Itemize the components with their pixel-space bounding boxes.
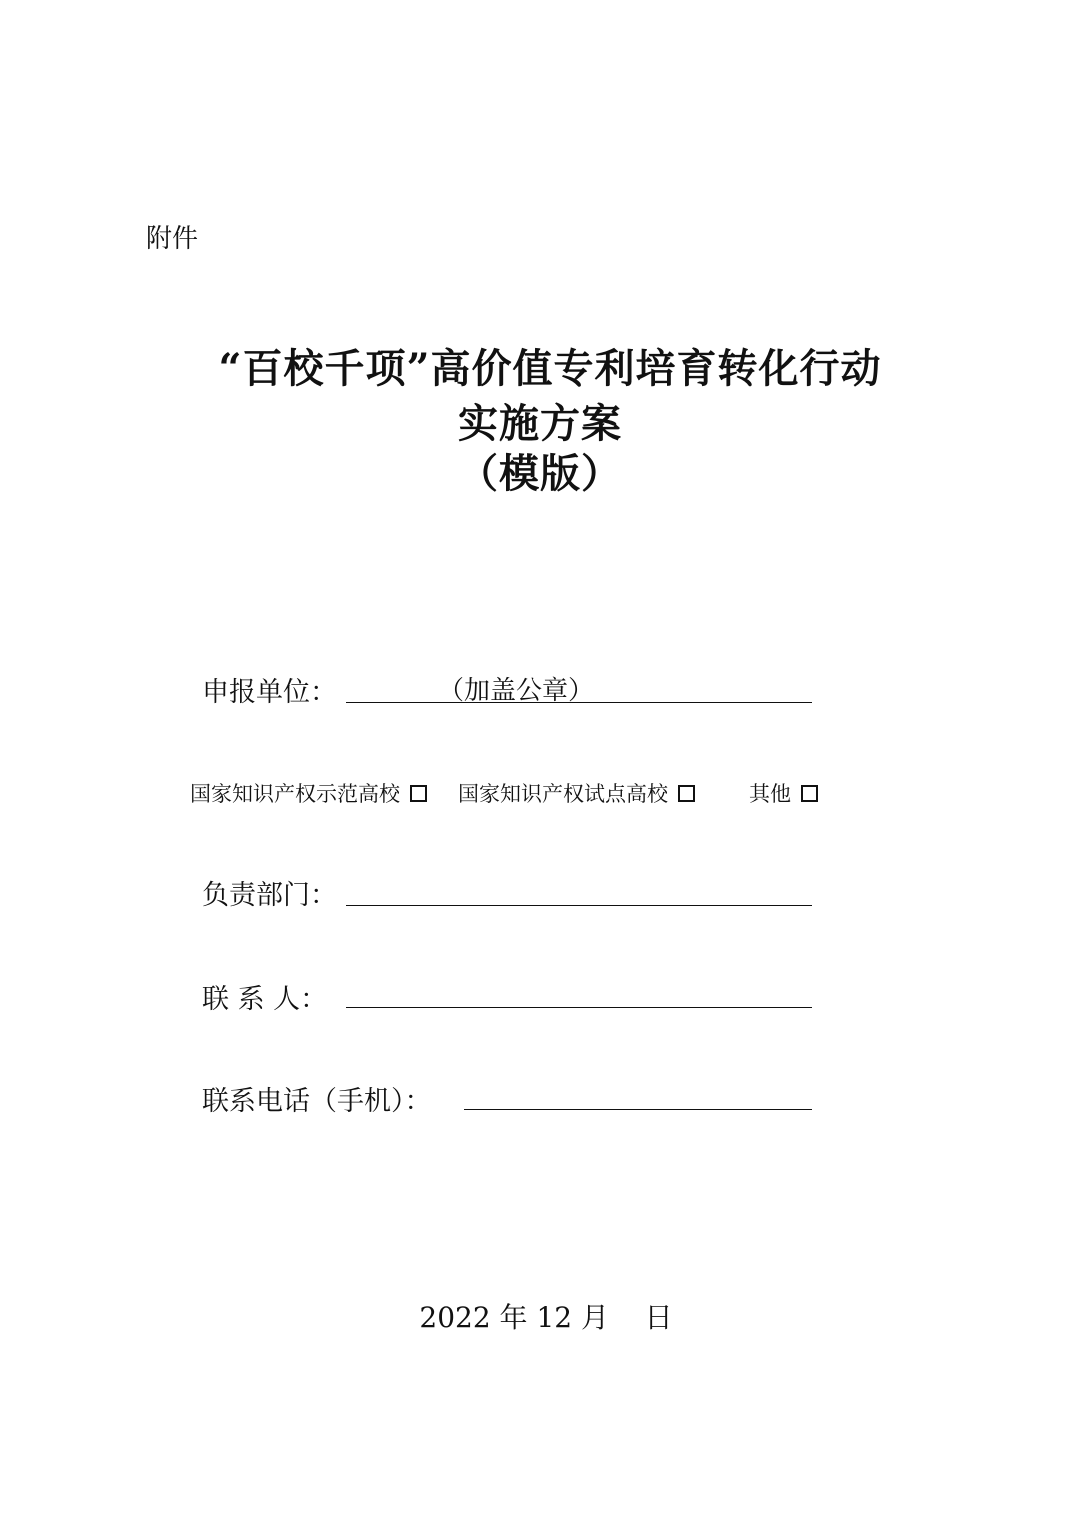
option-demo-university[interactable] — [190, 778, 427, 808]
contact-label: 联 系 人： — [202, 984, 328, 1015]
dept-input-line[interactable] — [346, 875, 812, 906]
option-other-label: 其他 — [749, 782, 791, 806]
option-demo-university-label: 国家知识产权示范高校 — [190, 782, 400, 806]
option-pilot-university[interactable] — [458, 778, 695, 808]
phone-label: 联系电话（手机）： — [202, 1086, 432, 1117]
option-pilot-university-label: 国家知识产权试点高校 — [458, 782, 668, 806]
dept-label: 负责部门： — [202, 880, 337, 911]
contact-input-line[interactable] — [346, 977, 812, 1008]
document-title-line-3: （模版） — [458, 450, 622, 497]
checkbox-icon[interactable] — [801, 785, 818, 802]
attachment-label: 附件 — [146, 224, 199, 254]
org-label: 申报单位： — [202, 677, 337, 708]
org-seal-hint: （加盖公章） — [437, 676, 594, 706]
phone-input-line[interactable] — [464, 1079, 812, 1110]
document-title-line-1: “百校千项”高价值专利培育转化行动 — [218, 345, 882, 392]
document-date: 2022 年 12 月 日 — [419, 1301, 673, 1334]
document-title-line-2: 实施方案 — [458, 400, 622, 447]
checkbox-icon[interactable] — [678, 785, 695, 802]
option-other[interactable] — [749, 778, 818, 808]
checkbox-icon[interactable] — [410, 785, 427, 802]
